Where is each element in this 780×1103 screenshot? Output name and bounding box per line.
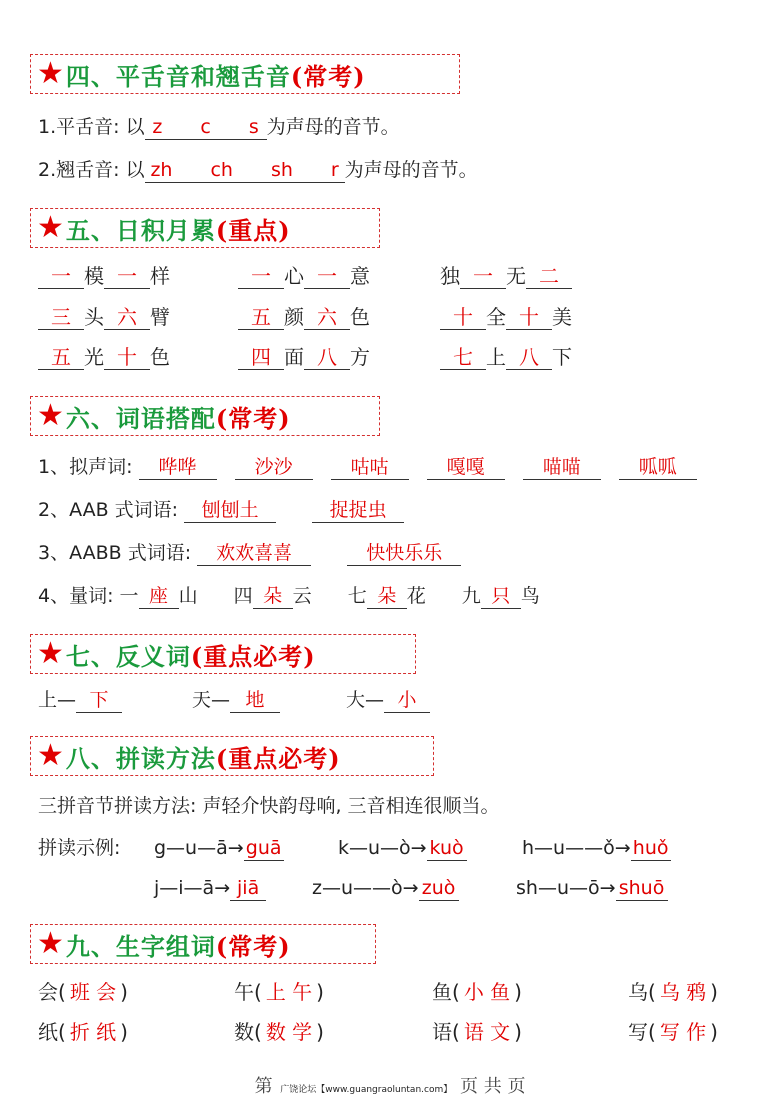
idiom-char: 全 <box>486 305 506 329</box>
star-icon: ★ <box>37 398 64 433</box>
character: 鱼 <box>432 980 452 1004</box>
idiom <box>38 262 170 290</box>
section-tag: (重点) <box>215 215 291 245</box>
answer: 沙沙 <box>235 455 313 480</box>
answer: 六 <box>304 305 350 330</box>
star-icon: ★ <box>37 210 64 245</box>
answer: guā <box>244 836 284 861</box>
measure-word-line <box>38 582 540 610</box>
section-title: 九、生字组词 <box>65 931 216 961</box>
answer: 语 文 <box>463 1020 511 1044</box>
character: 午 <box>234 980 254 1004</box>
label: 上— <box>38 689 77 711</box>
label: 4、量词: <box>38 585 114 607</box>
answer: 十 <box>440 305 486 330</box>
pinyin-example <box>516 874 668 902</box>
idiom-char: 样 <box>150 264 170 288</box>
idiom-char: 颜 <box>284 305 304 329</box>
section-title: 八、拼读方法 <box>65 743 216 773</box>
label: 3、AABB 式词语: <box>38 542 192 564</box>
answer: 快快乐乐 <box>347 541 461 566</box>
character: 语 <box>432 1020 452 1044</box>
word-group: 乌( 乌 鸦 ) <box>628 980 718 1004</box>
label: 山 <box>178 585 198 607</box>
section-9-header <box>30 924 376 964</box>
aabb-line <box>38 539 461 567</box>
idiom-char: 无 <box>506 264 526 288</box>
star-icon: ★ <box>37 56 64 91</box>
label: 为声母的音节。 <box>344 159 478 181</box>
antonym <box>346 686 430 714</box>
section-6-header <box>30 396 380 436</box>
answer: 下 <box>76 688 122 713</box>
character: 数 <box>234 1020 254 1044</box>
idiom-char: 意 <box>350 264 370 288</box>
answer: 咕咕 <box>331 455 409 480</box>
idiom-char: 色 <box>350 305 370 329</box>
word-group: 鱼( 小 鱼 ) <box>432 980 522 1004</box>
label: 一 <box>119 585 139 607</box>
example-label: 拼读示例: <box>38 837 121 859</box>
footer-text: 页 <box>507 1076 526 1097</box>
answer: 班 会 <box>69 980 117 1004</box>
section-tag: (常考) <box>215 403 291 433</box>
answer: 一 <box>38 264 84 289</box>
section-tag: (重点必考) <box>215 743 341 773</box>
answer: 折 纸 <box>69 1020 117 1044</box>
answer: 八 <box>304 345 350 370</box>
pinyin-steps: j—i—ā→ <box>154 877 231 899</box>
pinyin-steps: k—u—ò→ <box>338 837 427 859</box>
aab-line <box>38 496 404 524</box>
section-title: 五、日积月累 <box>65 215 216 245</box>
answer: 刨刨土 <box>184 498 276 523</box>
answer: kuò <box>427 836 467 861</box>
label: 为声母的音节。 <box>266 116 400 138</box>
idiom-char: 心 <box>284 264 304 288</box>
pinyin-example <box>154 834 284 862</box>
answer: 十 <box>506 305 552 330</box>
label: 2.翘舌音: 以 <box>38 159 145 181</box>
section-title: 七、反义词 <box>65 641 191 671</box>
pinyin-example <box>338 834 467 862</box>
page-footer <box>0 1072 780 1098</box>
answer: 小 <box>384 688 430 713</box>
section-tag: (重点必考) <box>190 641 316 671</box>
label: 七 <box>347 585 367 607</box>
word-group: 午( 上 午 ) <box>234 980 324 1004</box>
idiom <box>440 303 572 331</box>
answer: 朵 <box>367 584 407 609</box>
pinyin-example <box>312 874 459 902</box>
answer: 数 学 <box>265 1020 313 1044</box>
answer: 写 作 <box>659 1020 707 1044</box>
idiom <box>38 343 170 371</box>
star-icon: ★ <box>37 926 64 961</box>
word-group: 数( 数 学 ) <box>234 1020 324 1044</box>
idiom-char: 头 <box>84 305 104 329</box>
answer: 一 <box>104 264 150 289</box>
idiom-char: 臂 <box>150 305 170 329</box>
section-5-header <box>30 208 380 248</box>
label: 2、AAB 式词语: <box>38 499 179 521</box>
character: 纸 <box>38 1020 58 1044</box>
answer: 上 午 <box>265 980 313 1004</box>
idiom-char: 色 <box>150 345 170 369</box>
onomatopoeia-line <box>38 453 697 481</box>
answer: jiā <box>230 876 266 901</box>
retroflex-line <box>38 156 478 184</box>
label: 大— <box>346 689 385 711</box>
section-title: 六、词语搭配 <box>65 403 216 433</box>
idiom <box>238 303 370 331</box>
answer: huǒ <box>631 836 671 861</box>
idiom <box>440 343 572 371</box>
character: 乌 <box>628 980 648 1004</box>
answer: 嘎嘎 <box>427 455 505 480</box>
label: 鸟 <box>520 585 540 607</box>
footer-text: 第 <box>254 1076 273 1097</box>
idiom-char: 模 <box>84 264 104 288</box>
idiom-char: 方 <box>350 345 370 369</box>
answer: 三 <box>38 305 84 330</box>
section-7-header <box>30 634 416 674</box>
word-group: 会( 班 会 ) <box>38 980 128 1004</box>
star-icon: ★ <box>37 636 64 671</box>
word-group: 语( 语 文 ) <box>432 1020 522 1044</box>
answer: 五 <box>38 345 84 370</box>
answer: 二 <box>526 264 572 289</box>
character: 写 <box>628 1020 648 1044</box>
word-group: 纸( 折 纸 ) <box>38 1020 128 1044</box>
pinyin-steps: g—u—ā→ <box>154 837 244 859</box>
answer: 四 <box>238 345 284 370</box>
answer: 乌 鸦 <box>659 980 707 1004</box>
answer: 欢欢喜喜 <box>197 541 311 566</box>
answer: 一 <box>238 264 284 289</box>
idiom <box>238 262 370 290</box>
idiom-char: 上 <box>486 345 506 369</box>
answer: 一 <box>304 264 350 289</box>
pinyin-steps: sh—u—ō→ <box>516 877 616 899</box>
antonym <box>192 686 280 714</box>
answer: 一 <box>460 264 506 289</box>
label: 1.平舌音: 以 <box>38 116 145 138</box>
label: 1、拟声词: <box>38 456 133 478</box>
section-8-header <box>30 736 434 776</box>
answer: 座 <box>139 584 179 609</box>
answer: 八 <box>506 345 552 370</box>
idiom-char: 光 <box>84 345 104 369</box>
pinyin-example <box>154 874 266 902</box>
idiom <box>38 303 170 331</box>
section-tag: (常考) <box>215 931 291 961</box>
section-tag: (常考) <box>290 61 366 91</box>
answer: 地 <box>230 688 280 713</box>
section-title: 四、平舌音和翘舌音 <box>65 61 291 91</box>
label: 四 <box>233 585 253 607</box>
idiom-char: 独 <box>440 264 460 288</box>
idiom <box>440 262 572 290</box>
word-group: 写( 写 作 ) <box>628 1020 718 1044</box>
footer-text: 页 共 <box>459 1076 502 1097</box>
pinyin-steps: z—u——ò→ <box>312 877 419 899</box>
answer: shuō <box>616 876 668 901</box>
label: 天— <box>192 689 231 711</box>
label: 花 <box>406 585 426 607</box>
answer: zh ch sh r <box>145 158 345 183</box>
star-icon: ★ <box>37 738 64 773</box>
answer: 五 <box>238 305 284 330</box>
answer: 小 鱼 <box>463 980 511 1004</box>
idiom-char: 面 <box>284 345 304 369</box>
flat-tongue-line <box>38 113 400 141</box>
answer: 六 <box>104 305 150 330</box>
answer: zuò <box>419 876 459 901</box>
section-4-header <box>30 54 460 94</box>
label: 九 <box>461 585 481 607</box>
answer: 十 <box>104 345 150 370</box>
idiom-char: 下 <box>552 345 572 369</box>
answer: 朵 <box>253 584 293 609</box>
answer: 喵喵 <box>523 455 601 480</box>
pinyin-example <box>522 834 671 862</box>
spelling-rule: 三拼音节拼读方法: 声轻介快韵母响, 三音相连很顺当。 <box>38 795 500 817</box>
answer: 哗哗 <box>139 455 217 480</box>
answer: 捉捉虫 <box>312 498 404 523</box>
answer: 呱呱 <box>619 455 697 480</box>
idiom <box>238 343 370 371</box>
character: 会 <box>38 980 58 1004</box>
answer: 七 <box>440 345 486 370</box>
idiom-char: 美 <box>552 305 572 329</box>
watermark: 广饶论坛【www.guangraoluntan.com】 <box>280 1085 453 1095</box>
label: 云 <box>292 585 312 607</box>
answer: z c s <box>145 115 267 140</box>
pinyin-steps: h—u——ǒ→ <box>522 837 631 859</box>
antonym <box>38 686 122 714</box>
answer: 只 <box>481 584 521 609</box>
